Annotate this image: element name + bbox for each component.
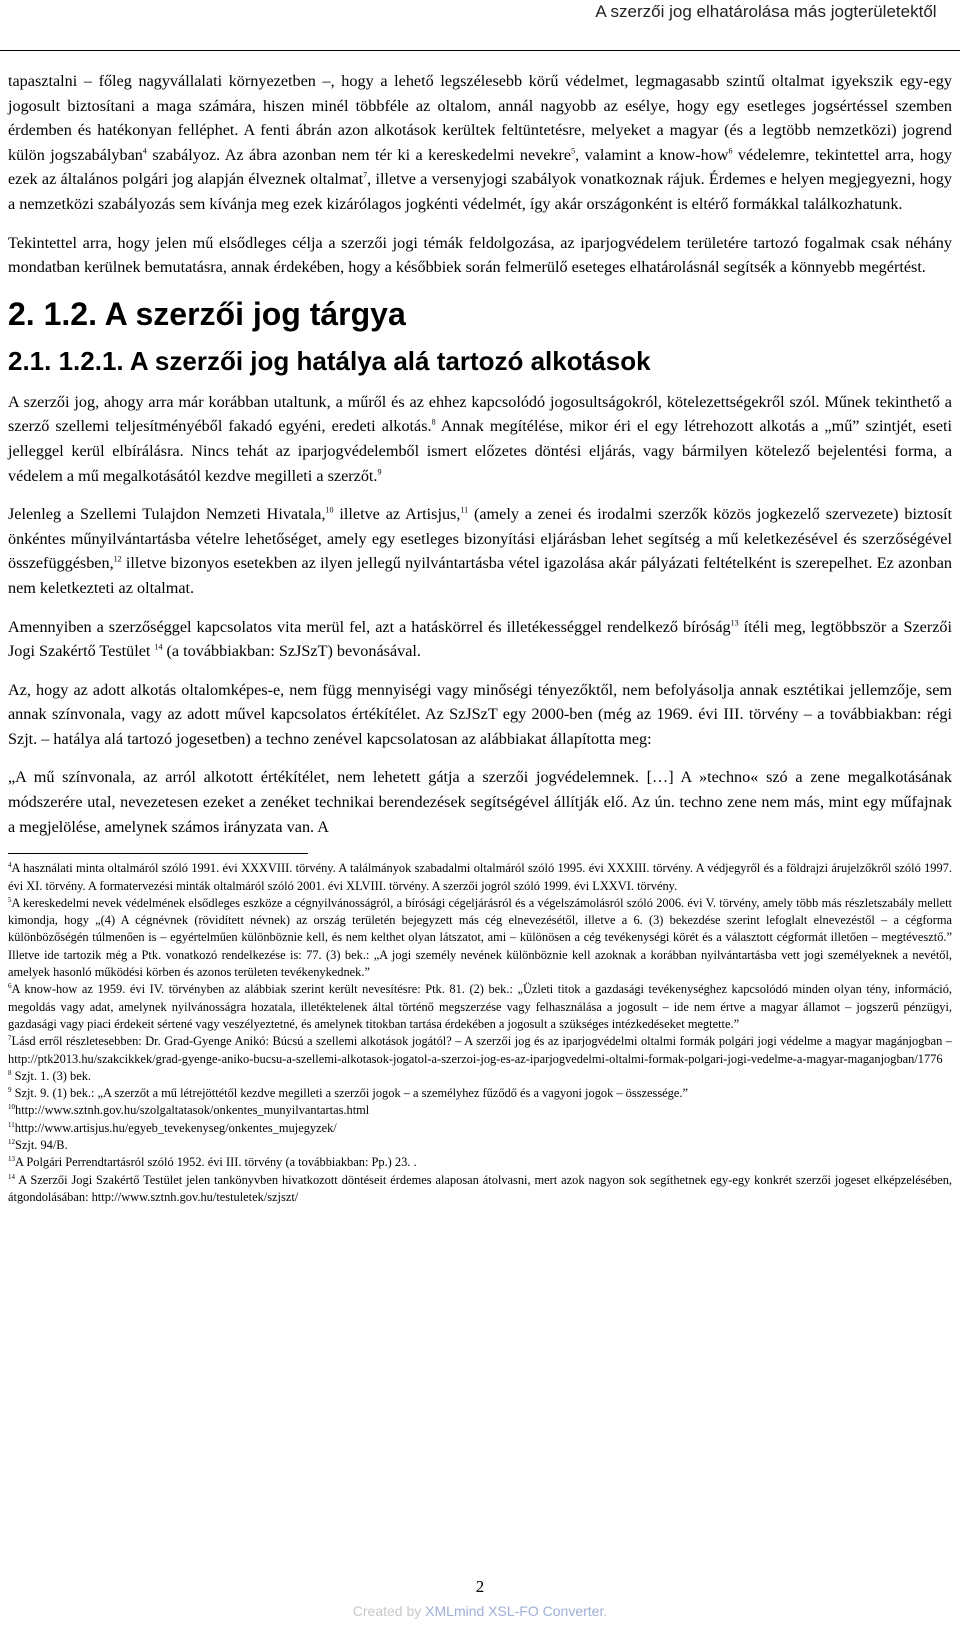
footnote-number: 13 <box>8 1155 15 1164</box>
footnote-ref-7[interactable]: 7 <box>363 170 368 180</box>
footnote-13 <box>8 1154 952 1171</box>
paragraph-5 <box>8 615 952 664</box>
page-content <box>8 69 952 1206</box>
paragraph-4 <box>8 502 952 600</box>
footnote-ref-11[interactable]: 11 <box>460 505 469 515</box>
footnote-text: A Polgári Perrendtartásról szóló 1952. évi III. törvény (a továbbiakban: Pp.) 23. . <box>15 1155 417 1170</box>
footnote-number: 9 <box>8 1085 12 1094</box>
credit-prefix: Created by <box>352 1603 426 1619</box>
page-number: 2 <box>475 1577 485 1596</box>
paragraph-text: (amely a zenei és irodalmi szerzők közös jogkezelő szervezete) biztosít önkéntes műnyilvántartásba vételre lehetőséget, amely egy esetleges bizonyítási eljárásban lehet segítség a mű keletkezésével és szerzőségével összefüggésben, <box>8 505 953 573</box>
footnote-text: A kereskedelmi nevek védelmének elsődleges eszköze a cégnyilvánosságról, a bírósági cégeljárásról és a végelszámolásról szóló 2006. évi V. törvény, amely több más részletszabály mellett kimondja, hogy „(4) A cégnévnek (rövidített névnek) az ország területén bejegyzett más cég elnevezésétől, illetve a 6. (3) bekezdése szerint lefoglalt elnevezéstől – a cégforma különbözőségén túlmenően is – egyértelműen különböznie kell, és nem kelthet olyan látszatot, ami – különösen a cég tevékenységi körét és a választott cégformát illetően – megtévesztő.” Illetve ide tartozik még a Ptk. vonatkozó rendelkezése is: 77. (3) bek.: „A jogi személy nevének különböznie kell azoknak a korábban nyilvántartásba vett jogi személyeknek a nevétől, amelyek hasonló működési körben és azonos területen tevékenykednek.” <box>8 895 952 980</box>
footnote-ref-6[interactable]: 6 <box>728 146 733 156</box>
footnote-text: Szjt. 94/B. <box>15 1138 68 1152</box>
footnote-8 <box>8 1068 952 1085</box>
credit-suffix: . <box>603 1603 608 1619</box>
footnote-6 <box>8 981 952 1033</box>
footnote-number: 11 <box>8 1120 15 1129</box>
paragraph-text: Amennyiben a szerzőséggel kapcsolatos vita merül fel, azt a hatáskörrel és illetékességgel rendelkező bíróság <box>8 617 731 636</box>
header-rule <box>0 50 960 51</box>
footnote-text: A használati minta oltalmáról szóló 1991. évi XXXVIII. törvény. A találmányok szabadalmi oltalmáról szóló 1995. évi XXXIII. törvény. A védjegyről és a földrajzi árujelzőkről szóló 1997. évi XI. törvény. A formatervezési minták oltalmáról szóló 2001. évi XLVIII. törvény. A szerzői jogról szóló 1999. évi LXXVI. törvény. <box>8 861 952 893</box>
paragraph-text: tapasztalni – főleg nagyvállalati környezetben –, hogy a lehető legszélesebb körű védelmet, legmagasabb szintű oltalmat igyekszik egy-egy jogosult biztosítani a maga számára, hiszen minél többféle az oltalom, annál nagyobb az esélye, hogy egy esetleges jogsértéssel szemben érdemben és hatékonyan felléphet. A fenti ábrán azon alkotások kerültek feltüntetésre, melyeket a magyar (és a legtöbb nemzetközi) jogrend külön jogszabályban <box>8 72 952 164</box>
paragraph-text: illetve bizonyos esetekben az ilyen jellegű nyilvántartásba vétel igazolása akár pályázati feltételként is szerepelhet. Ez azonban nem keletkezteti az oltalmat. <box>8 554 952 597</box>
paragraph-text: Jelenleg a Szellemi Tulajdon Nemzeti Hivatala, <box>8 505 326 524</box>
footnote-number: 4 <box>8 861 12 870</box>
paragraph-3 <box>8 390 952 488</box>
footnote-number: 14 <box>8 1172 15 1181</box>
footnote-11 <box>8 1120 952 1137</box>
paragraph-text: Annak megítélése, mikor éri el egy létrehozott alkotás a „mű” szintjét, eseti jelleggel kerül elbírálásra. Nincs tehát az iparjogvédelemből ismert előzetes döntési eljárás, vagy bármilyen kötelező bejelentési forma, a védelem a mű megalkotásától kezdve megilleti a szerzőt. <box>8 417 952 485</box>
footnote-number: 7 <box>8 1034 12 1043</box>
paragraph-text: , valamint a know-how <box>575 145 729 164</box>
footnote-ref-13[interactable]: 13 <box>730 618 739 628</box>
footnote-ref-5[interactable]: 5 <box>571 146 576 156</box>
footnote-number: 10 <box>8 1103 15 1112</box>
paragraph-6: Az, hogy az adott alkotás oltalomképes-e, nem függ mennyiségi vagy minőségi tényezőktől, nem befolyásolja annak esztétikai jellemzője, sem annak színvonala, vagy az adott művel kapcsolatos értékítélet. Az SzJSzT egy 2000-ben (még az 1969. évi III. törvény – a továbbiakban: régi Szjt. – hatálya alá tartozó jogesetben) a techno zenével kapcsolatosan az alábbiakat állapította meg: <box>8 680 952 748</box>
footnote-10 <box>8 1102 952 1119</box>
subsection-heading: 2.1. 1.2.1. A szerzői jog hatálya alá tartozó alkotások <box>8 345 651 376</box>
paragraph-1 <box>8 69 952 217</box>
quote-paragraph: „A mű színvonala, az arról alkotott értékítélet, nem lehetett gátja a szerzői jogvédelemnek. […] A »techno« szó a zene megalkotásának módszerére utal, nevezetesen ezeket a zenéket technikai berendezések segítségével állítják elő. Az ún. techno zene nem más, mint egy műfajnak a megjelölése, amelynek számos irányzata van. A <box>8 768 952 836</box>
footnote-separator <box>8 853 308 854</box>
footnote-number: 12 <box>8 1137 15 1146</box>
running-header: A szerzői jog elhatárolása más jogterületektől <box>595 2 937 21</box>
credit-brand: XMLmind XSL-FO Converter <box>425 1603 604 1619</box>
footnote-14 <box>8 1172 952 1207</box>
paragraph-text: védelemre, tekintettel arra, hogy ezek az általános polgári jog alapján élveznek oltalmat <box>8 145 952 189</box>
footnote-5 <box>8 895 952 981</box>
paragraph-2: Tekintettel arra, hogy jelen mű elsődleges célja a szerzői jogi témák feldolgozása, az iparjogvédelem területére tartozó fogalmak csak néhány mondatban kerülnek bemutatásra, annak érdekében, hogy a későbbiek során felmerülő eseteges elhatárolásnál segítsék a könnyebb megértést. <box>8 233 952 277</box>
footnote-9 <box>8 1085 952 1102</box>
section-heading: 2. 1.2. A szerzői jog tárgya <box>8 295 406 332</box>
footnote-link[interactable]: http://www.sztnh.gov.hu/szolgaltatasok/onkentes_munyilvantartas.html <box>15 1103 370 1118</box>
paragraph-text: A szerzői jog, ahogy arra már korábban utaltunk, a műről és az ehhez kapcsolódó jogosultságokról, kötelezettségekről szól. Műnek tekinthető a szerző szellemi teljesítményéből fakadó egyéni, eredeti alkotás. <box>8 392 952 436</box>
footnote-text: A Szerzői Jogi Szakértő Testület jelen tankönyvben hivatkozott döntéseit érdemes alaposan átolvasni, mert azok nagyon sok segíthetnek egy-egy konkrét szerzői jogeset elképzelésében, átgondolásában: http://www.sztnh.gov.hu/testuletek/szjszt/ <box>8 1172 952 1204</box>
footnotes <box>8 860 952 1206</box>
footnote-ref-10[interactable]: 10 <box>325 505 334 515</box>
footnote-text: Szjt. 1. (3) bek. <box>11 1068 91 1083</box>
paragraph-text: illetve az Artisjus, <box>333 505 461 524</box>
footnote-number: 5 <box>8 895 12 904</box>
paragraph-text: (a továbbiakban: SzJSzT) bevonásával. <box>162 642 421 661</box>
footnote-link[interactable]: http://www.artisjus.hu/egyeb_tevekenyseg/onkentes_mujegyzek/ <box>14 1120 337 1135</box>
footnote-ref-12[interactable]: 12 <box>113 554 122 564</box>
footnote-number: 6 <box>8 982 12 991</box>
footnote-4 <box>8 860 952 895</box>
footnote-ref-4[interactable]: 4 <box>142 146 147 156</box>
footnote-ref-14[interactable]: 14 <box>154 642 163 652</box>
converter-credit <box>0 1603 960 1619</box>
paragraph-text: , illetve a versenyjogi szabályok vonatkoznak rájuk. Érdemes e helyen megjegyezni, hogy a nemzetközi szabályozás sem kívánja meg ezek kizárólagos jogkénti védelmét, így akár országonként is eltérő formákkal találkozhatunk. <box>8 170 952 213</box>
footnote-ref-9[interactable]: 9 <box>377 467 382 477</box>
footnote-text: Szjt. 9. (1) bek.: „A szerzőt a mű létrejöttétől kezdve megilleti a szerzői jogok – a személyhez fűződő és a vagyoni jogok – összessége.” <box>11 1086 688 1101</box>
footnote-text: Lásd erről részletesebben: Dr. Grad-Gyenge Anikó: Búcsú a szellemi alkotások jogától? – A szerzői jog és az iparjogvédelmi oltalmi formák polgári jogi védelme a magyar magánjogban – http://ptk2013.hu/szakcikkek/grad-gyenge-aniko-bucsu-a-szellemi-alkotasok-jogatol-a-szerzoi-jog-es-az-iparjogvedelmi-oltalmi-formak-polgari-jogi-vedelme-a-magyar-maganjogban/1776 <box>8 1034 952 1066</box>
paragraph-text: ítéli meg, legtöbbször a Szerzői Jogi Szakértő Testület <box>8 617 953 661</box>
footnote-ref-8[interactable]: 8 <box>431 417 436 427</box>
footnote-7 <box>8 1033 952 1068</box>
footnote-text: A know-how az 1959. évi IV. törvényben az alábbiak szerint került nevesítésre: Ptk. 81. (2) bek.: „Üzleti titok a gazdasági tevékenységhez kapcsolódó minden olyan tény, információ, megoldás vagy adat, amelynek nyilvánosságra hozatala, illetéktelenek által történő megszerzése vagy felhasználása a jogosult – ide nem értve a magyar államot – jogszerű pénzügyi, gazdasági vagy piaci érdekeit sértené vagy veszélyeztetné, és amelynek titokban tartása érdekében a jogosult a szükséges intézkedéseket megtette.” <box>8 982 952 1031</box>
footnote-12 <box>8 1137 952 1154</box>
footnote-number: 8 <box>8 1068 12 1077</box>
paragraph-text: szabályoz. Az ábra azonban nem tér ki a kereskedelmi nevekre <box>146 145 572 164</box>
